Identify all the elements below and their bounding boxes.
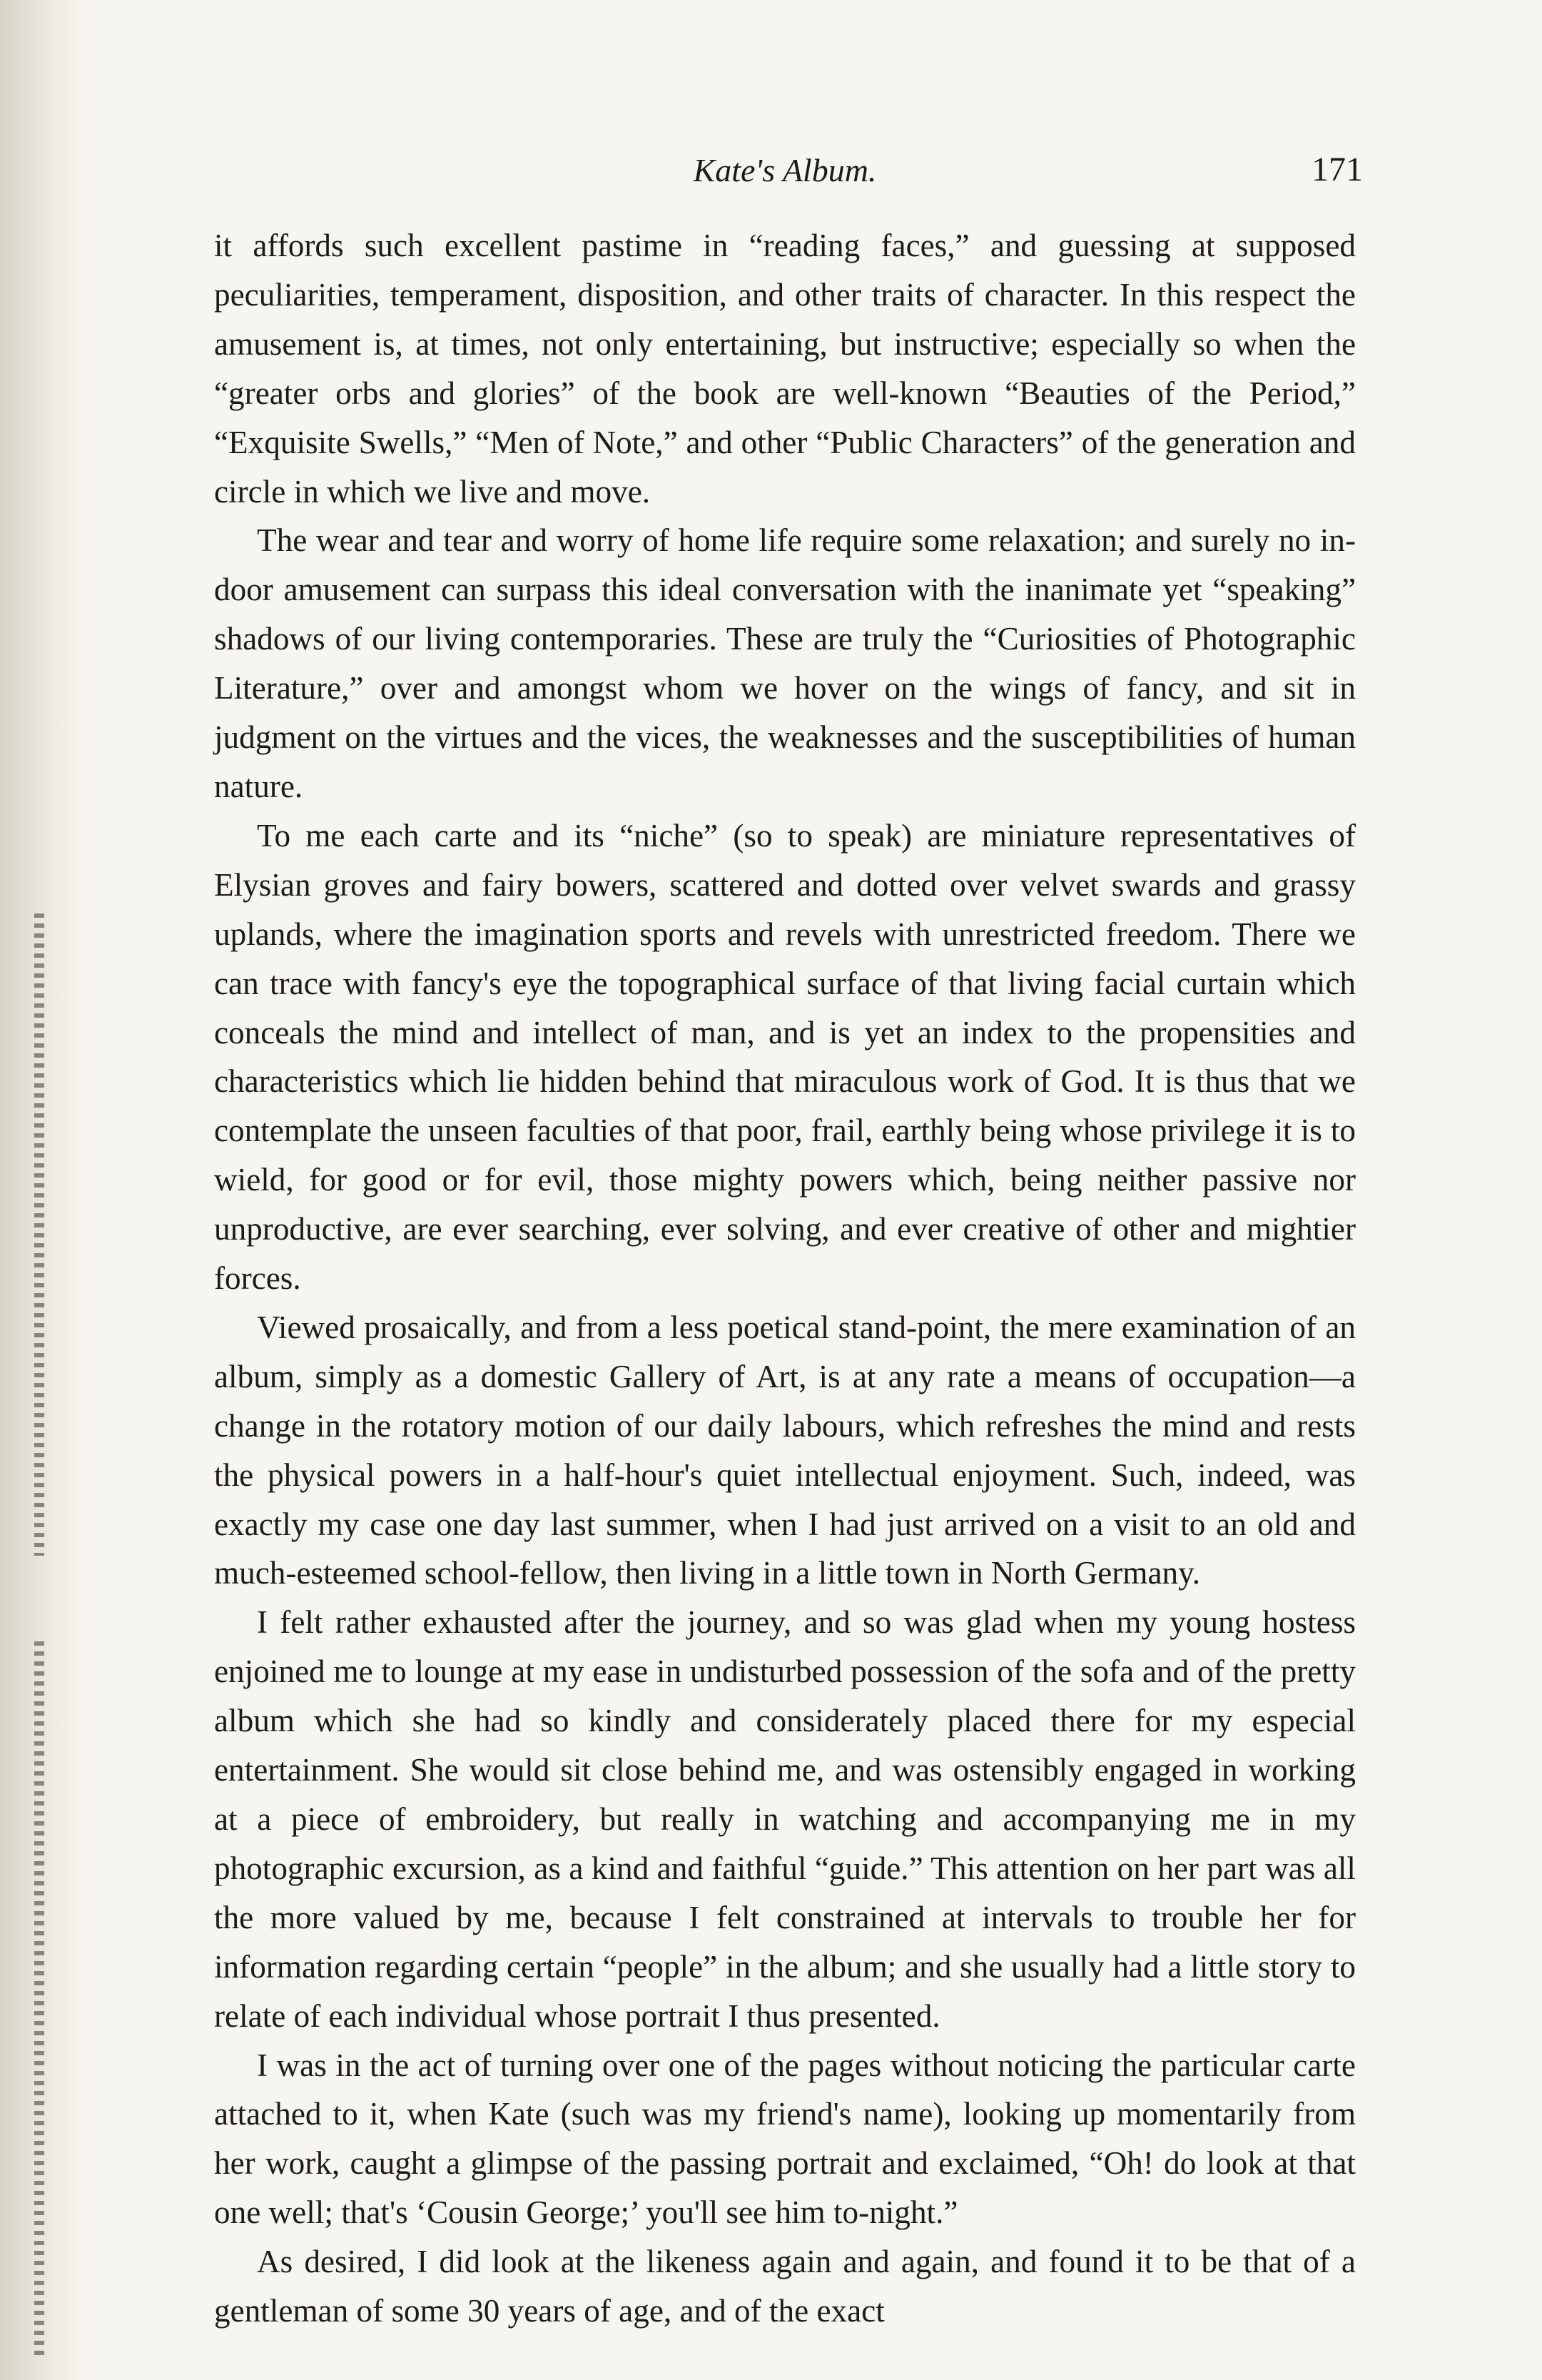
paragraph: To me each carte and its “niche” (so to speak) are miniature representatives of Elysian groves and fairy bowers, scattered and dotted over velvet swards and grassy uplands, where the imagination sports and revels with unrestricted freedom. There we can trace with fancy's eye the topographical surface of that living facial curtain which conceals the mind and intellect of man, and is yet an index to the propensities and characteristics which lie hidden behind that miraculous work of God. It is thus that we contemplate the unseen faculties of that poor, frail, earthly being whose privilege it is to wield, for good or for evil, those mighty powers which, being neither passive nor unproductive, are ever searching, ever solving, and ever creative of other and mightier forces. bbox=[214, 817, 1356, 1297]
paragraph: Viewed prosaically, and from a less poetical stand-point, the mere examination of an album, simply as a domestic Gallery of Art, is at any rate a means of occupation—a change in the rotatory motion of our daily labours, which refreshes the mind and rests the physical powers in a half-hour's quiet intellectual enjoyment. Such, indeed, was exactly my case one day last summer, when I had just arrived on a visit to an old and much-esteemed school-fellow, then living in a little town in North Germany. bbox=[214, 1309, 1356, 1591]
binding-stitch-lower bbox=[34, 1641, 44, 2355]
page-header bbox=[214, 143, 1363, 200]
paragraph: As desired, I did look at the likeness again and again, and found it to be that of a gentleman of some 30 years of age, and of the exact bbox=[214, 2244, 1356, 2329]
page-number: 171 bbox=[1312, 151, 1363, 188]
paragraph: The wear and tear and worry of home life require some relaxation; and surely no in-door amusement can surpass this ideal conversation with the inanimate yet “speaking” shadows of our living contemporaries. These are truly the “Curiosities of Photographic Literature,” over and amongst whom we hover on the wings of fancy, and sit in judgment on the virtues and the vices, the weaknesses and the susceptibilities of human nature. bbox=[214, 522, 1356, 804]
paragraph: I was in the act of turning over one of the pages without noticing the particular carte attached to it, when Kate (such was my friend's name), looking up momentarily from her work, caught a glimpse of the passing portrait and exclaimed, “Oh! do look at that one well; that's ‘Cousin George;’ you'll see him to-night.” bbox=[214, 2047, 1356, 2231]
running-title: Kate's Album. bbox=[693, 152, 877, 188]
paragraph: it affords such excellent pastime in “reading faces,” and guessing at supposed peculiarities, temperament, disposition, and other traits of character. In this respect the amusement is, at times, not only entertaining, but instructive; especially so when the “greater orbs and glories” of the book are well-known “Beauties of the Period,” “Exquisite Swells,” “Men of Note,” and other “Public Characters” of the generation and circle in which we live and move. bbox=[214, 228, 1356, 510]
paragraph: I felt rather exhausted after the journey, and so was glad when my young hostess enjoined me to lounge at my ease in undisturbed possession of the sofa and of the pretty album which she had so kindly and considerately placed there for my especial entertainment. She would sit close behind me, and was ostensibly engaged in working at a piece of embroidery, but really in watching and accompanying me in my photographic excursion, as a kind and faithful “guide.” This attention on her part was all the more valued by me, because I felt constrained at intervals to trouble her for information regarding certain “people” in the album; and she usually had a little story to relate of each individual whose portrait I thus presented. bbox=[214, 1604, 1356, 2034]
body-text bbox=[214, 221, 1356, 2336]
binding-stitch-upper bbox=[34, 913, 44, 1556]
